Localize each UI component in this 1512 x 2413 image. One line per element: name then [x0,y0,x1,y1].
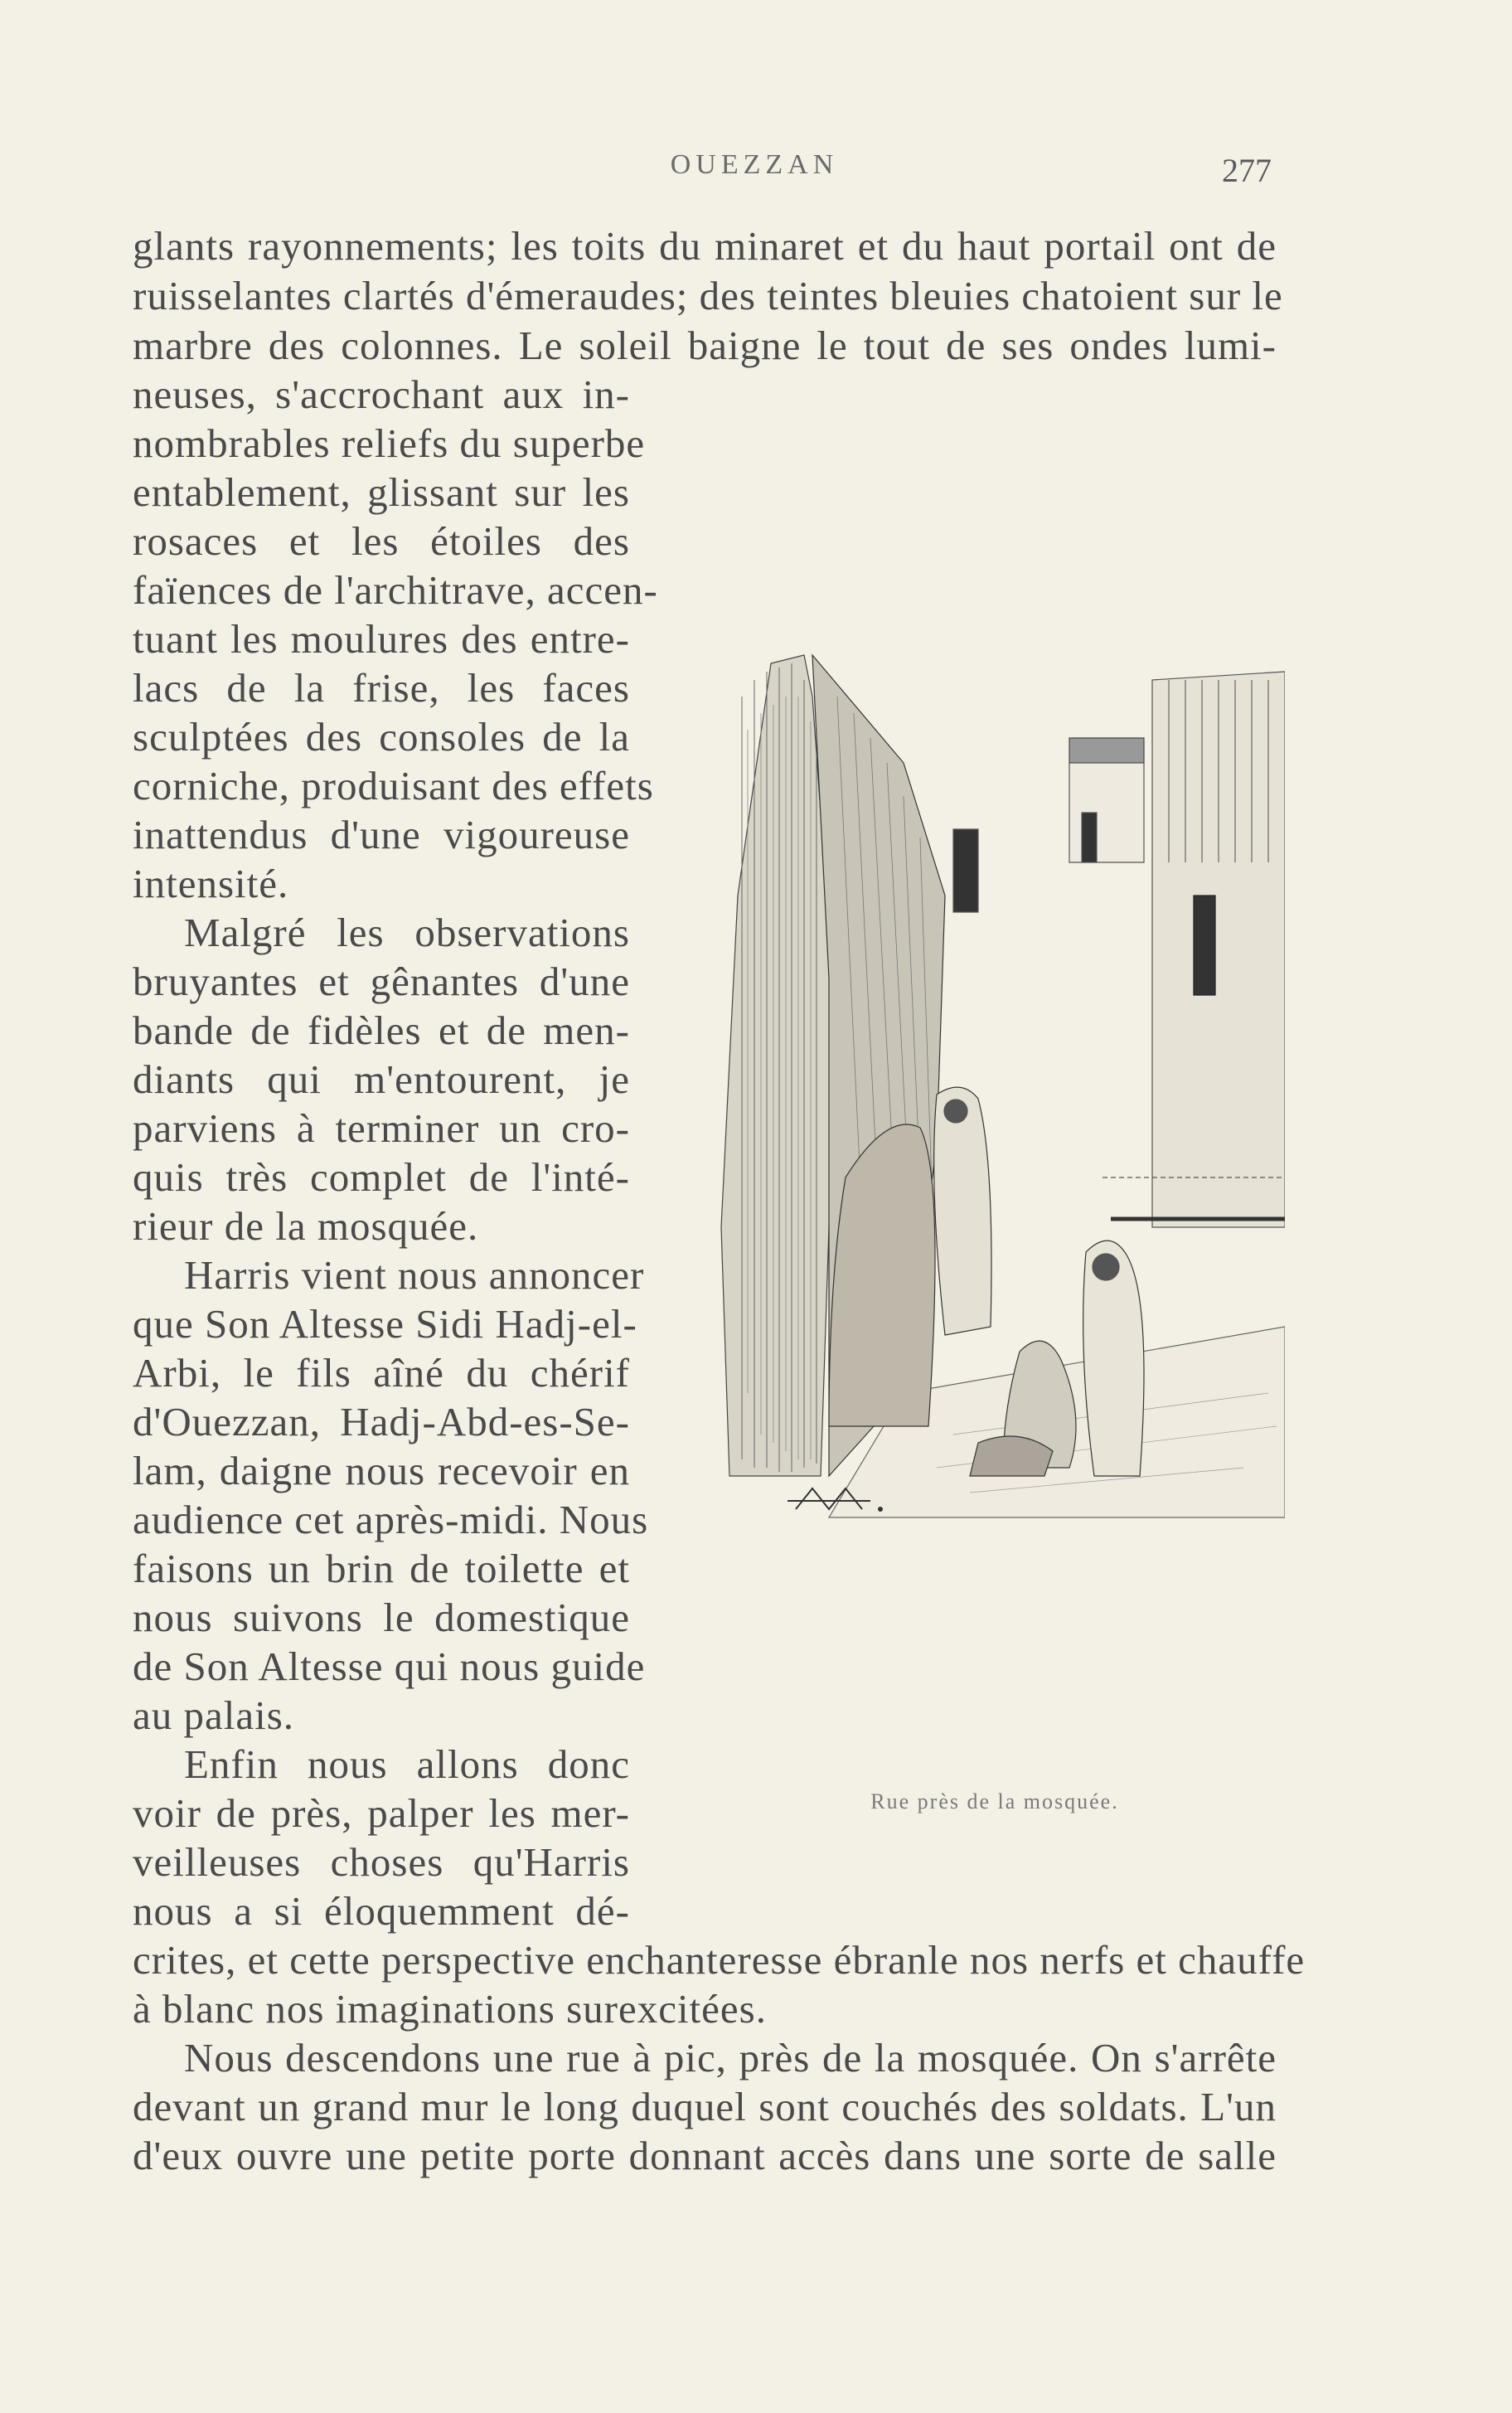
street-scene-illustration [705,647,1285,1600]
text-line: bruyantes et gênantes d'une [133,959,630,1004]
text-line: de Son Altesse qui nous guide [133,1643,646,1689]
text-line: au palais. [133,1692,295,1738]
text-line: nous a si éloquemment dé- [133,1888,630,1934]
text-line: glants rayonnements; les toits du minaret et du haut portail ont de [133,223,1277,269]
text-line: lam, daigne nous recevoir en [133,1448,630,1493]
text-line: rosaces et les étoiles des [133,518,630,564]
paragraph-start: Nous descendons une rue à pic, près de la mosquée. On s'arrête [184,2035,1277,2080]
text-line: rieur de la mosquée. [133,1203,479,1249]
running-title: OUEZZAN [670,149,839,180]
text-line: devant un grand mur le long duquel sont couchés des soldats. L'un [133,2084,1277,2129]
text-line: quis très complet de l'inté- [133,1154,630,1200]
text-line: parviens à terminer un cro- [133,1105,630,1151]
text-line: que Son Altesse Sidi Hadj-el- [133,1301,637,1347]
text-line: diants qui m'entourent, je [133,1056,630,1102]
text-line: entablement, glissant sur les [133,469,630,515]
paragraph-start: Harris vient nous annoncer [184,1252,645,1298]
page-number: 277 [1222,152,1272,189]
figure-caption: Rue près de la mosquée. [870,1789,1119,1813]
text-line: d'Ouezzan, Hadj-Abd-es-Se- [133,1399,630,1444]
text-line: bande de fidèles et de men- [133,1007,630,1053]
text-line: sculptées des consoles de la [133,714,630,760]
text-line: intensité. [133,861,289,906]
text-line: lacs de la frise, les faces [133,665,630,711]
text-line: neuses, s'accrochant aux in- [133,371,630,417]
paragraph-start: Malgré les observations [184,910,630,955]
text-line: ruisselantes clartés d'émeraudes; des teintes bleuies chatoient sur le [133,273,1283,318]
text-line: voir de près, palper les mer- [133,1790,630,1836]
text-line: faisons un brin de toilette et [133,1546,630,1591]
text-line: d'eux ouvre une petite porte donnant accès dans une sorte de salle [133,2133,1277,2178]
text-line: audience cet après-midi. Nous [133,1497,649,1542]
text-line: nous suivons le domestique [133,1595,630,1640]
text-line: corniche, produisant des effets [133,763,654,808]
text-line: veilleuses choses qu'Harris [133,1839,630,1885]
text-line: tuant les moulures des entre- [133,616,630,662]
paragraph-start: Enfin nous allons donc [184,1741,630,1787]
text-line: crites, et cette perspective enchanteresse ébranle nos nerfs et chauffe [133,1937,1306,1983]
text-line: à blanc nos imaginations surexcitées. [133,1986,767,2032]
text-line: marbre des colonnes. Le soleil baigne le tout de ses ondes lumi- [133,323,1277,368]
text-line: nombrables reliefs du superbe [133,420,646,466]
text-line: faïences de l'architrave, accen- [133,567,658,613]
engraving-background [721,655,1285,1517]
text-line: Arbi, le fils aîné du chérif [133,1350,630,1396]
text-line: inattendus d'une vigoureuse [133,812,630,857]
right-buildings [953,672,1285,1227]
page-header [0,149,1512,199]
